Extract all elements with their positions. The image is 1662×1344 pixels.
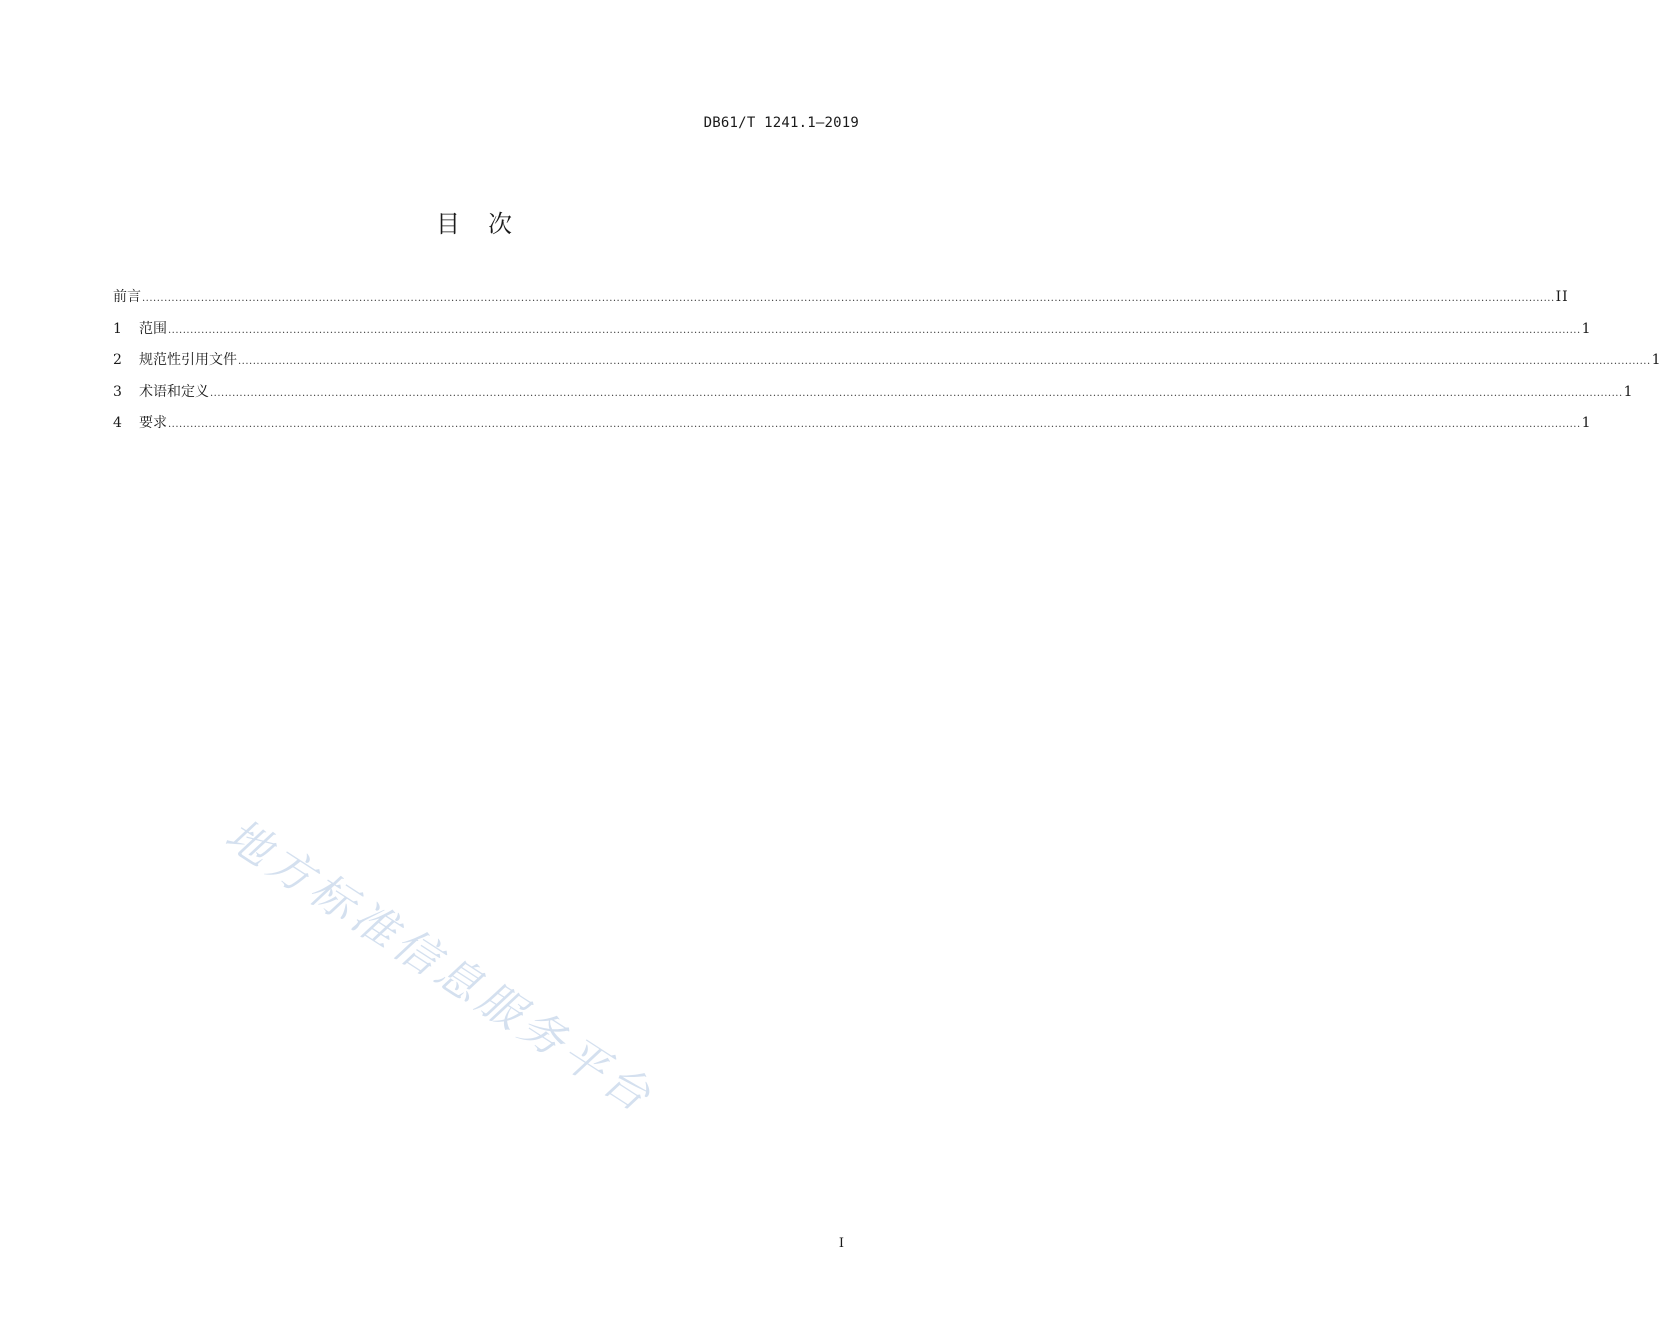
toc-entry-page: 1 <box>1581 415 1592 431</box>
toc-entry-number: 2 <box>113 352 122 368</box>
toc-entry-number: 4 <box>113 415 122 431</box>
document-code: DB61/T 1241.1—2019 <box>703 115 859 131</box>
toc-entry-number: 3 <box>113 383 122 400</box>
watermark: 地方标准信息服务平台 <box>216 809 664 1125</box>
page-number: I <box>838 1236 844 1251</box>
toc-entry-label: 要求 <box>139 415 167 431</box>
toc-entry-label: 范围 <box>139 320 167 337</box>
toc-entry-label: 前言 <box>113 289 141 305</box>
toc-entry-foreword[interactable] <box>113 286 1569 318</box>
toc-dot-leader: ................................................................................................................................................................................................................................................................................................................................................................................................ <box>168 324 1581 336</box>
toc-entry-scope[interactable] <box>113 318 1592 350</box>
toc-entry-label: 规范性引用文件 <box>139 352 237 368</box>
toc-entry-page: 1 <box>1581 320 1592 337</box>
toc-dot-leader: ................................................................................................................................................................................................................................................................................................................................................................................................ <box>142 293 1555 304</box>
toc-dot-leader: ................................................................................................................................................................................................................................................................................................................................................................................................ <box>168 419 1581 430</box>
toc-entry-normative-references[interactable] <box>113 349 1662 381</box>
toc-entry-label: 术语和定义 <box>139 383 209 400</box>
toc-entry-page: 1 <box>1651 352 1662 368</box>
toc-dot-leader: ................................................................................................................................................................................................................................................................................................................................................................................................ <box>210 387 1623 399</box>
toc-dot-leader: ................................................................................................................................................................................................................................................................................................................................................................................................ <box>238 356 1651 367</box>
toc-entry-page: 1 <box>1623 383 1634 400</box>
toc-title: 目 次 <box>436 210 514 238</box>
table-of-contents <box>113 286 1662 444</box>
toc-entry-number: 1 <box>113 320 122 337</box>
toc-entry-requirements[interactable] <box>113 412 1592 444</box>
toc-entry-terms-definitions[interactable] <box>113 381 1634 413</box>
toc-entry-page: II <box>1555 289 1569 305</box>
